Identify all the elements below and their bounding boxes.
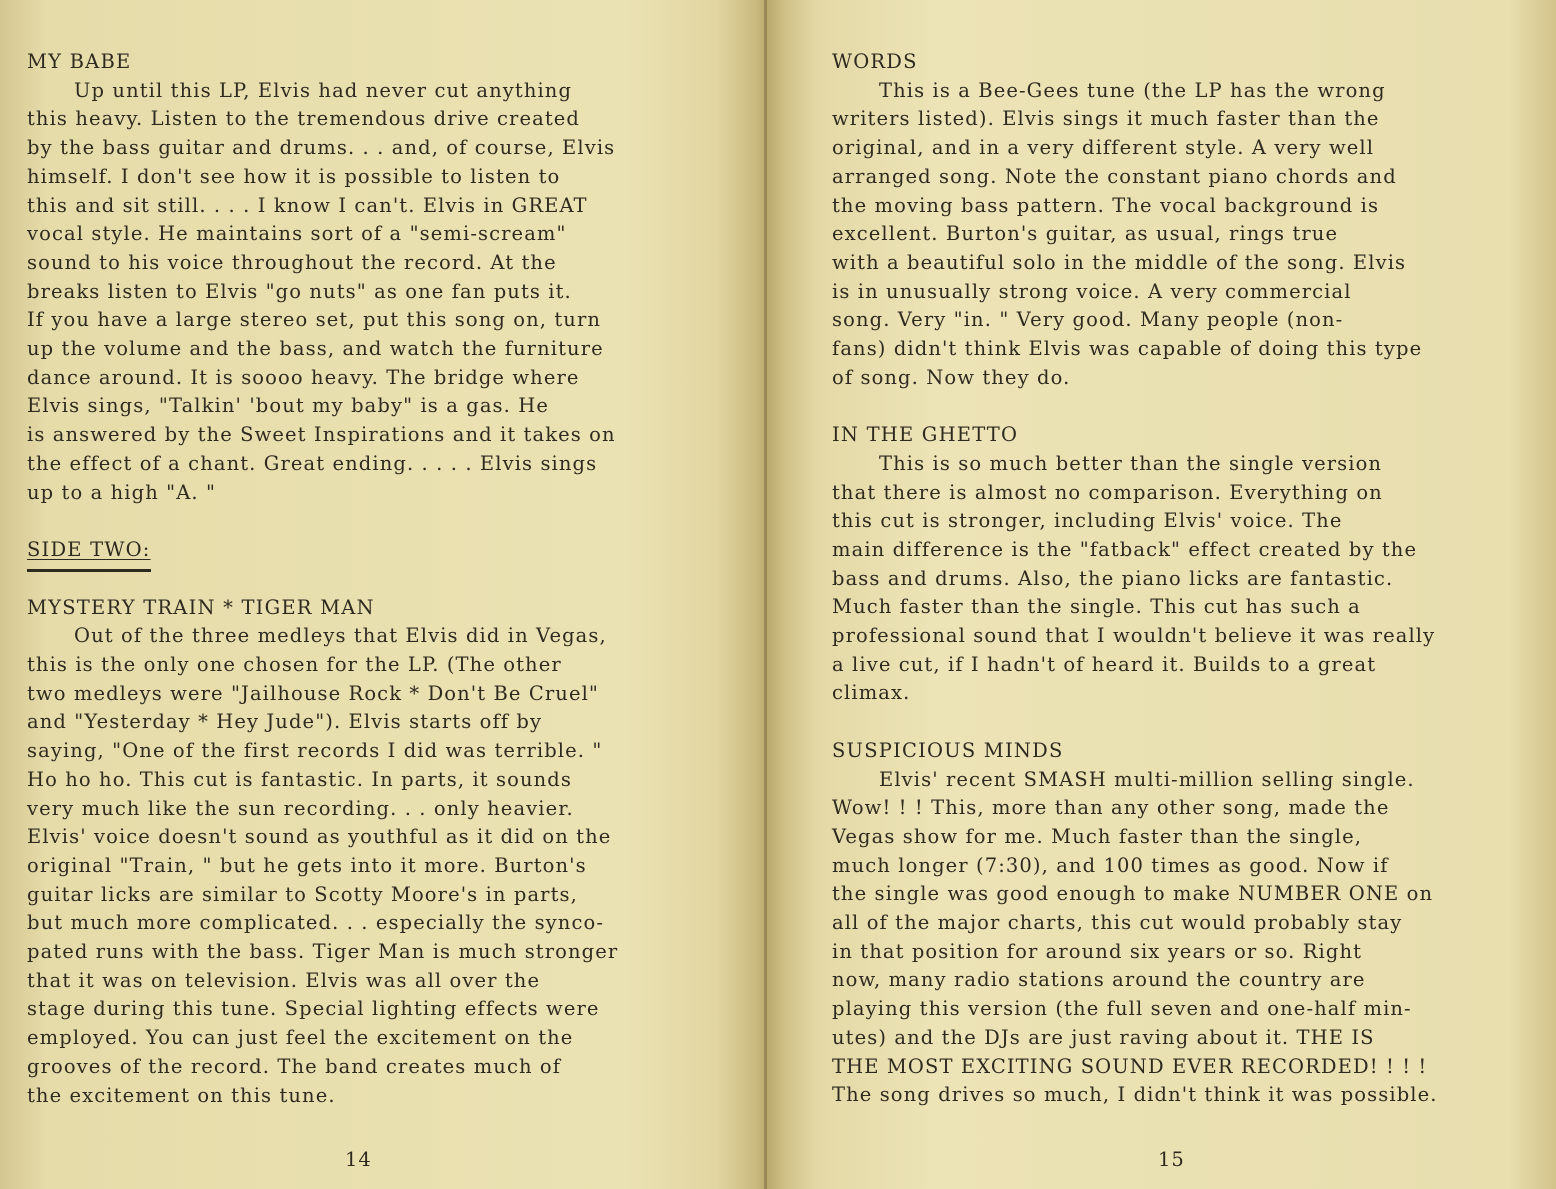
paragraph-gap bbox=[27, 507, 732, 536]
section-heading: MY BABE bbox=[27, 50, 132, 73]
body-line: THE MOST EXCITING SOUND EVER RECORDED! ! ! ! bbox=[832, 1054, 1428, 1078]
body-line: Vegas show for me. Much faster than the single, bbox=[832, 824, 1363, 848]
body-line: is in unusually strong voice. A very commercial bbox=[832, 279, 1352, 303]
body-line: playing this version (the full seven and one-half min- bbox=[832, 997, 1412, 1021]
body-line: up the volume and the bass, and watch the furniture bbox=[27, 337, 604, 361]
section-heading: WORDS bbox=[832, 50, 918, 73]
body-line: professional sound that I wouldn't believe it was really bbox=[832, 624, 1436, 648]
body-line: This is so much better than the single version bbox=[879, 451, 1383, 475]
body-line: the excitement on this tune. bbox=[27, 1083, 336, 1107]
body-line: very much like the sun recording. . . only heavier. bbox=[27, 796, 574, 820]
body-line: breaks listen to Elvis "go nuts" as one fan puts it. bbox=[27, 279, 572, 303]
body-line: this and sit still. . . . I know I can't. Elvis in GREAT bbox=[27, 193, 588, 217]
body-line: pated runs with the bass. Tiger Man is much stronger bbox=[27, 940, 619, 964]
section-words bbox=[832, 48, 1532, 392]
body-line: the effect of a chant. Great ending. . . . . Elvis sings bbox=[27, 451, 598, 475]
body-line: writers listed). Elvis sings it much faster than the bbox=[832, 107, 1380, 131]
body-line: Out of the three medleys that Elvis did in Vegas, bbox=[74, 624, 607, 648]
body-line: dance around. It is soooo heavy. The bridge where bbox=[27, 365, 580, 389]
body-line: guitar licks are similar to Scotty Moore's in parts, bbox=[27, 882, 578, 906]
body-line: two medleys were "Jailhouse Rock * Don't Be Cruel" bbox=[27, 681, 600, 705]
body-line: this is the only one chosen for the LP. (The other bbox=[27, 653, 562, 677]
body-line: sound to his voice throughout the record. At the bbox=[27, 250, 557, 274]
body-line: now, many radio stations around the country are bbox=[832, 968, 1366, 992]
paragraph-gap bbox=[832, 392, 1532, 421]
body-line: original, and in a very different style. A very well bbox=[832, 136, 1375, 160]
body-line: that it was on television. Elvis was all over the bbox=[27, 968, 541, 992]
body-line: vocal style. He maintains sort of a "semi-scream" bbox=[27, 222, 567, 246]
body-line: grooves of the record. The band creates much of bbox=[27, 1054, 562, 1078]
body-line: saying, "One of the first records I did was terrible. " bbox=[27, 739, 603, 763]
body-line: excellent. Burton's guitar, as usual, rings true bbox=[832, 222, 1339, 246]
section-in-the-ghetto bbox=[832, 421, 1532, 708]
body-line: Wow! ! ! This, more than any other song, made the bbox=[832, 796, 1390, 820]
body-line: utes) and the DJs are just raving about it. THE IS bbox=[832, 1025, 1375, 1049]
body-line: by the bass guitar and drums. . . and, of course, Elvis bbox=[27, 136, 616, 160]
body-line: this heavy. Listen to the tremendous drive created bbox=[27, 107, 580, 131]
body-line: Ho ho ho. This cut is fantastic. In parts, it sounds bbox=[27, 767, 572, 791]
side-two-title bbox=[27, 536, 732, 572]
paragraph-gap bbox=[832, 708, 1532, 737]
body-line: much longer (7:30), and 100 times as good. Now if bbox=[832, 853, 1389, 877]
body-line: climax. bbox=[832, 681, 911, 705]
body-line: Elvis' recent SMASH multi-million selling single. bbox=[879, 767, 1415, 791]
body-line: with a beautiful solo in the middle of the song. Elvis bbox=[832, 250, 1407, 274]
body-line: the moving bass pattern. The vocal background is bbox=[832, 193, 1380, 217]
body-line: up to a high "A. " bbox=[27, 480, 217, 504]
body-line: This is a Bee-Gees tune (the LP has the wrong bbox=[879, 78, 1386, 102]
body-line: original "Train, " but he gets into it more. Burton's bbox=[27, 853, 587, 877]
body-line: the single was good enough to make NUMBER ONE on bbox=[832, 882, 1434, 906]
book-gutter bbox=[764, 0, 767, 1189]
right-page bbox=[832, 48, 1532, 1110]
body-line: but much more complicated. . . especially the synco- bbox=[27, 911, 605, 935]
section-mystery-train bbox=[27, 594, 732, 1111]
side-title-underlined bbox=[27, 536, 151, 572]
section-heading: MYSTERY TRAIN * TIGER MAN bbox=[27, 595, 375, 619]
body-line: all of the major charts, this cut would probably stay bbox=[832, 911, 1403, 935]
body-line: himself. I don't see how it is possible to listen to bbox=[27, 164, 561, 188]
body-line: employed. You can just feel the excitement on the bbox=[27, 1026, 574, 1050]
body-line: If you have a large stereo set, put this song on, turn bbox=[27, 308, 602, 332]
section-my-babe bbox=[27, 48, 732, 507]
body-line: that there is almost no comparison. Everything on bbox=[832, 480, 1383, 504]
body-line: and "Yesterday * Hey Jude"). Elvis starts off by bbox=[27, 710, 543, 734]
left-page bbox=[27, 48, 732, 1110]
body-line: The song drives so much, I didn't think it was possible. bbox=[832, 1083, 1438, 1107]
body-line: of song. Now they do. bbox=[832, 365, 1071, 389]
paragraph-gap bbox=[27, 572, 732, 594]
side-title-text: SIDE TWO: bbox=[27, 537, 151, 561]
body-line: Up until this LP, Elvis had never cut anything bbox=[74, 78, 573, 102]
section-heading: IN THE GHETTO bbox=[832, 423, 1019, 447]
body-line: this cut is stronger, including Elvis' voice. The bbox=[832, 509, 1343, 533]
body-line: song. Very "in. " Very good. Many people (non- bbox=[832, 308, 1344, 332]
body-line: stage during this tune. Special lighting effects were bbox=[27, 997, 600, 1021]
body-line: arranged song. Note the constant piano chords and bbox=[832, 164, 1397, 188]
body-line: is answered by the Sweet Inspirations and it takes on bbox=[27, 423, 616, 447]
body-line: bass and drums. Also, the piano licks are fantastic. bbox=[832, 566, 1394, 590]
page-number-left: 14 bbox=[345, 1148, 372, 1171]
body-line: fans) didn't think Elvis was capable of doing this type bbox=[832, 337, 1423, 361]
page-number-right: 15 bbox=[1158, 1148, 1185, 1171]
body-line: Elvis' voice doesn't sound as youthful as it did on the bbox=[27, 825, 612, 849]
body-line: a live cut, if I hadn't of heard it. Builds to a great bbox=[832, 652, 1377, 676]
body-line: main difference is the "fatback" effect created by the bbox=[832, 537, 1418, 561]
body-line: Much faster than the single. This cut has such a bbox=[832, 595, 1361, 619]
section-suspicious-minds bbox=[832, 737, 1532, 1110]
body-line: in that position for around six years or so. Right bbox=[832, 939, 1363, 963]
section-heading: SUSPICIOUS MINDS bbox=[832, 738, 1064, 762]
body-line: Elvis sings, "Talkin' 'bout my baby" is a gas. He bbox=[27, 394, 549, 418]
